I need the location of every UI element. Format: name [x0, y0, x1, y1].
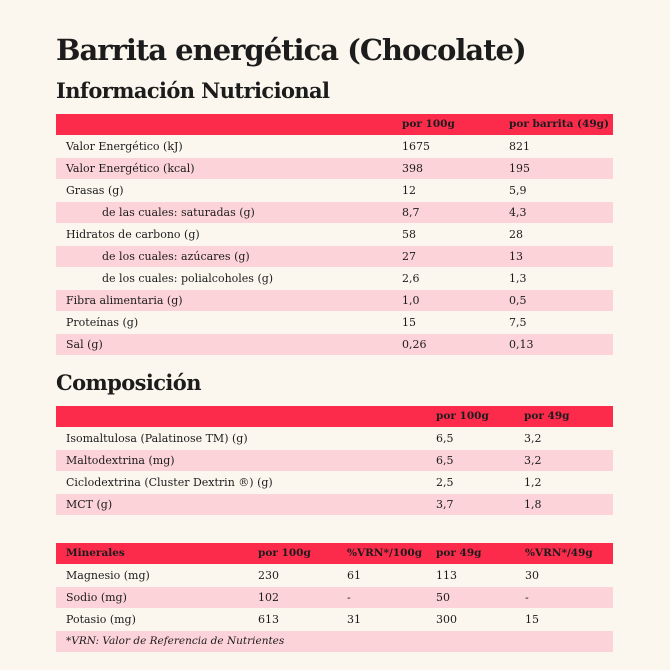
nutrient-per100: 1,0: [392, 290, 499, 312]
composition-header-label: [56, 406, 426, 428]
nutrient-label: Grasas (g): [56, 180, 392, 202]
mineral-vrn49: 30: [515, 565, 613, 587]
nutrient-label: Fibra alimentaria (g): [56, 290, 392, 312]
composition-header-row: [56, 406, 613, 428]
ingredient-per100: 3,7: [426, 494, 514, 516]
mineral-per49: 50: [426, 587, 515, 609]
composition-heading: Composición: [56, 370, 201, 395]
nutrition-row: [56, 268, 613, 290]
mineral-per100: 230: [248, 565, 337, 587]
ingredient-label: Isomaltulosa (Palatinose TM) (g): [56, 428, 426, 450]
nutrient-per100: 12: [392, 180, 499, 202]
ingredient-per49: 3,2: [514, 450, 613, 472]
nutrient-perbar: 13: [499, 246, 613, 268]
nutrition-header-per100: por 100g: [392, 114, 499, 136]
page-title: Barrita energética (Chocolate): [56, 33, 526, 67]
nutrient-per100: 0,26: [392, 334, 499, 356]
ingredient-per100: 6,5: [426, 450, 514, 472]
ingredient-label: Ciclodextrina (Cluster Dextrin ®) (g): [56, 472, 426, 494]
minerals-table: [56, 543, 613, 653]
nutrition-row: [56, 312, 613, 334]
minerals-header-per49: por 49g: [426, 543, 515, 565]
nutrition-row: [56, 290, 613, 312]
ingredient-label: Maltodextrina (mg): [56, 450, 426, 472]
minerals-row: [56, 609, 613, 631]
nutrient-perbar: 0,5: [499, 290, 613, 312]
mineral-vrn49: -: [515, 587, 613, 609]
nutrient-per100: 15: [392, 312, 499, 334]
ingredient-per100: 6,5: [426, 428, 514, 450]
minerals-header-per100: por 100g: [248, 543, 337, 565]
nutrient-label: de los cuales: azúcares (g): [56, 246, 392, 268]
nutrient-perbar: 195: [499, 158, 613, 180]
nutrition-row: [56, 202, 613, 224]
ingredient-per100: 2,5: [426, 472, 514, 494]
composition-header-per100: por 100g: [426, 406, 514, 428]
composition-row: [56, 450, 613, 472]
nutrient-label: Hidratos de carbono (g): [56, 224, 392, 246]
composition-row: [56, 494, 613, 516]
mineral-vrn100: 31: [337, 609, 426, 631]
nutrition-header-perbar: por barrita (49g): [499, 114, 613, 136]
nutrient-per100: 58: [392, 224, 499, 246]
composition-table: [56, 406, 613, 516]
ingredient-per49: 1,2: [514, 472, 613, 494]
nutrient-per100: 8,7: [392, 202, 499, 224]
nutrient-perbar: 0,13: [499, 334, 613, 356]
minerals-footnote-row: [56, 631, 613, 653]
nutrition-row: [56, 158, 613, 180]
minerals-header-vrn49: %VRN*/49g: [515, 543, 613, 565]
mineral-per49: 300: [426, 609, 515, 631]
minerals-row: [56, 565, 613, 587]
composition-row: [56, 472, 613, 494]
mineral-vrn100: -: [337, 587, 426, 609]
nutrient-per100: 27: [392, 246, 499, 268]
mineral-vrn100: 61: [337, 565, 426, 587]
nutrient-label: de los cuales: polialcoholes (g): [56, 268, 392, 290]
mineral-name: Sodio (mg): [56, 587, 248, 609]
composition-row: [56, 428, 613, 450]
minerals-header-name: Minerales: [56, 543, 248, 565]
ingredient-label: MCT (g): [56, 494, 426, 516]
nutrient-perbar: 28: [499, 224, 613, 246]
minerals-header-row: [56, 543, 613, 565]
nutrition-row: [56, 224, 613, 246]
nutrient-perbar: 5,9: [499, 180, 613, 202]
minerals-row: [56, 587, 613, 609]
nutrition-row: [56, 246, 613, 268]
nutrient-label: Proteínas (g): [56, 312, 392, 334]
nutrient-per100: 2,6: [392, 268, 499, 290]
nutrition-row: [56, 180, 613, 202]
mineral-per49: 113: [426, 565, 515, 587]
nutrient-perbar: 7,5: [499, 312, 613, 334]
nutrient-label: Sal (g): [56, 334, 392, 356]
nutrient-label: de las cuales: saturadas (g): [56, 202, 392, 224]
nutrient-label: Valor Energético (kcal): [56, 158, 392, 180]
nutrition-header-row: [56, 114, 613, 136]
nutrient-perbar: 1,3: [499, 268, 613, 290]
nutrient-label: Valor Energético (kJ): [56, 136, 392, 158]
nutrition-header-label: [56, 114, 392, 136]
nutrition-row: [56, 136, 613, 158]
nutrient-perbar: 821: [499, 136, 613, 158]
nutrition-row: [56, 334, 613, 356]
ingredient-per49: 1,8: [514, 494, 613, 516]
nutrient-per100: 398: [392, 158, 499, 180]
composition-header-per49: por 49g: [514, 406, 613, 428]
nutrition-table: [56, 114, 613, 356]
minerals-header-vrn100: %VRN*/100g: [337, 543, 426, 565]
nutrient-per100: 1675: [392, 136, 499, 158]
nutrient-perbar: 4,3: [499, 202, 613, 224]
nutrition-heading: Información Nutricional: [56, 78, 330, 103]
mineral-name: Potasio (mg): [56, 609, 248, 631]
ingredient-per49: 3,2: [514, 428, 613, 450]
mineral-per100: 613: [248, 609, 337, 631]
mineral-vrn49: 15: [515, 609, 613, 631]
mineral-name: Magnesio (mg): [56, 565, 248, 587]
mineral-per100: 102: [248, 587, 337, 609]
vrn-footnote: *VRN: Valor de Referencia de Nutrientes: [56, 631, 613, 653]
